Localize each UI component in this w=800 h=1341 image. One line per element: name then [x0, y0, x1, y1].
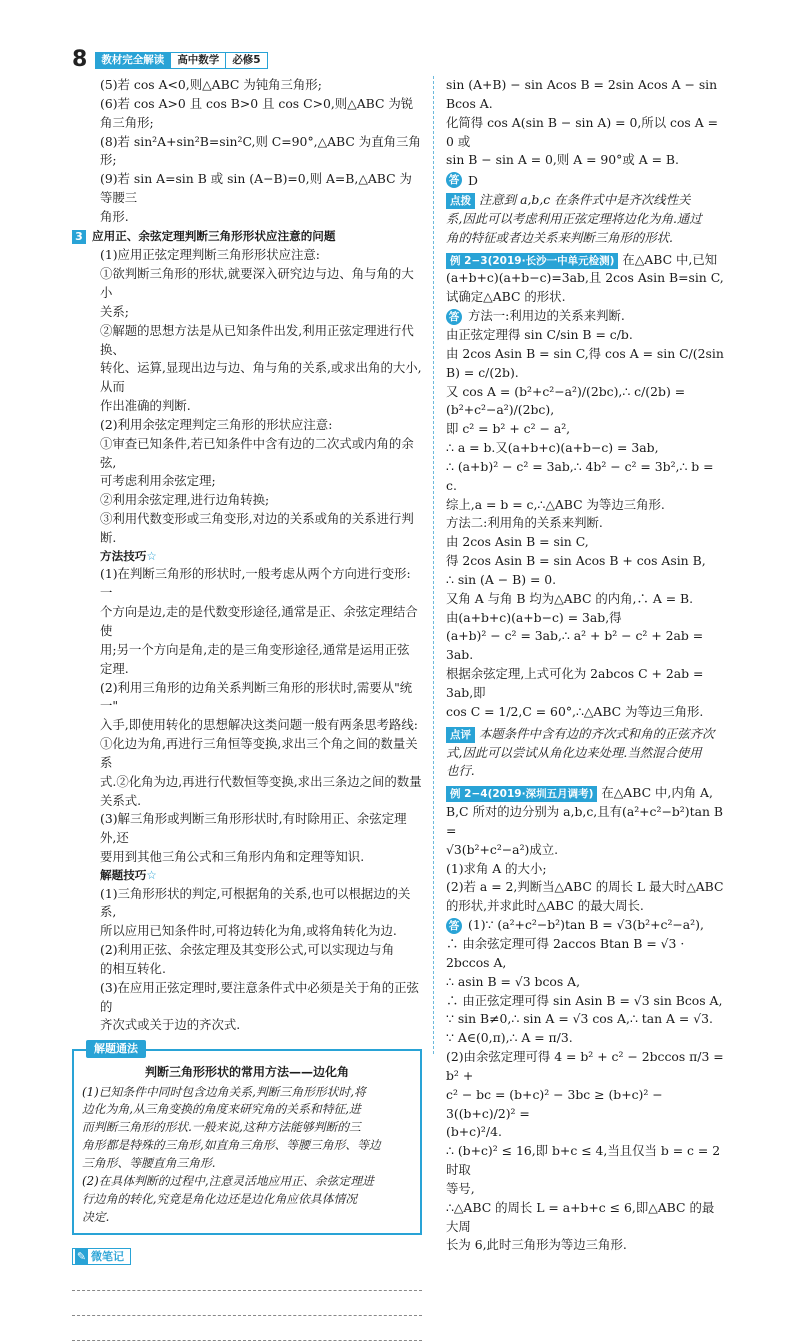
answer-value: D: [468, 173, 478, 189]
text-line: ∴ (b+c)² ≤ 16,即 b+c ≤ 4,当且仅当 b = c = 2 时取: [446, 1143, 721, 1178]
text-line: 化简得 cos A(sin B − sin A) = 0,所以 cos A = 0 或: [446, 114, 718, 149]
text-line: ∴ asin B = √3 bcos A,: [446, 973, 581, 989]
box-title: 判断三角形形状的常用方法——边化角: [144, 1065, 349, 1080]
text-line: ∴ 由余弦定理可得 2accos Btan B = √3 · 2bccos A,: [446, 935, 685, 970]
page-number: 8: [72, 47, 88, 72]
method-tips-body: [72, 565, 422, 867]
text-line: (a+b+c)(a+b−c)=3ab,且 2cos Asin B=sin C,: [446, 270, 724, 286]
text-line: 个方向是边,走的是代数变形途径,通常是正、余弦定理结合使: [100, 604, 418, 638]
text-line: ③利用代数变形或三角变形,对边的关系或角的关系进行判断.: [100, 511, 414, 546]
text-line: (a+b)² − c² = 3ab,∴ a² + b² − c² + 2ab = 3ab.: [446, 628, 704, 663]
example-2-3: [446, 251, 726, 308]
text-line: ∴ (a+b)² − c² = 3ab,∴ 4b² − c² = 3b²,∴ b = c.: [446, 458, 714, 493]
text-line: (3)在应用正弦定理时,要注意条件式中必须是关于角的正弦的: [100, 979, 419, 1014]
text-line: 齐次式或关于边的齐次式.: [100, 1017, 241, 1033]
text-line: 要用到其他三角公式和三角形内角和定理等知识.: [100, 849, 365, 865]
subject-title: 高中数学: [170, 52, 226, 69]
text-line: (3)解三角形或判断三角形形状时,有时除用正、余弦定理外,还: [100, 811, 407, 846]
notes-area: [72, 1247, 422, 1341]
star-icon: ☆: [146, 867, 157, 882]
review-label: 点评: [446, 727, 475, 743]
text-line: (1)应用正弦定理判断三角形形状应注意:: [100, 247, 320, 263]
pen-icon: ✎: [76, 1249, 87, 1263]
left-column: [72, 76, 422, 1341]
example-2-4: [446, 784, 726, 916]
section-heading: [72, 228, 422, 246]
text-line: 即 c² = b² + c² − a²,: [446, 421, 571, 437]
note-line[interactable]: [72, 1291, 422, 1316]
text-line: 行边角的转化,究竟是角化边还是边化角应依具体情况: [82, 1192, 358, 1207]
solution-2-3: [446, 307, 726, 722]
text-line: 边化为角,从三角变换的角度来研究角的关系和特征,进: [82, 1102, 361, 1117]
text-line: 角形都是特殊的三角形,如直角三角形、等腰三角形、等边: [82, 1138, 381, 1153]
section-number: 3: [72, 230, 86, 244]
text-line: ∴△ABC 的周长 L = a+b+c ≤ 6,即△ABC 的最大周: [446, 1199, 715, 1234]
answer-mark-icon: 答: [446, 309, 462, 325]
text-line: 在△ABC 中,内角 A,: [601, 785, 713, 801]
star-icon: ☆: [146, 548, 157, 563]
answer-mark-icon: 答: [446, 172, 462, 188]
text-line: ∴ 由正弦定理可得 sin Asin B = √3 sin Bcos A,: [446, 992, 723, 1008]
note-line[interactable]: [72, 1266, 422, 1291]
text-line: ∴ a = b.又(a+b+c)(a+b−c) = 3ab,: [446, 440, 659, 456]
text-line: ②利用余弦定理,进行边角转换;: [100, 492, 270, 508]
text-line: 在△ABC 中,已知: [622, 251, 718, 267]
notes-label-text: 微笔记: [91, 1249, 124, 1263]
answer-line: [446, 172, 726, 191]
text-line: 关系式.: [100, 792, 142, 808]
text-line: 转化、运算,显现出边与边、角与角的关系,或求出角的大小,从而: [100, 360, 422, 395]
column-divider: [433, 76, 434, 1054]
series-title: 教材完全解读: [101, 53, 165, 66]
text-line: 所以应用已知条件时,可将边转化为角,或将角转化为边.: [100, 923, 397, 939]
text-line: (1)在判断三角形的形状时,一般考虑从两个方向进行变形:一: [100, 566, 411, 601]
text-line: 长为 6,此时三角形为等边三角形.: [446, 1237, 627, 1253]
solving-tips-body: [72, 885, 422, 1036]
text-line: 由正弦定理得 sin C/sin B = c/b.: [446, 326, 633, 342]
box-label: 解题通法: [86, 1040, 146, 1058]
right-column: [446, 76, 726, 1255]
text-line: (5)若 cos A<0,则△ABC 为钝角三角形;: [100, 77, 322, 92]
text-line: 注意到 a,b,c 在条件式中是齐次线性关: [479, 192, 691, 208]
text-line: c² − bc = (b+c)² − 3bc ≥ (b+c)² − 3((b+c)/2)² =: [446, 1086, 663, 1121]
text-line: (2)利用三角形的边角关系判断三角形的形状时,需要从"统一": [100, 679, 413, 714]
text-line: B,C 所对的边分别为 a,b,c,且有(a²+c²−b²)tan B =: [446, 804, 723, 838]
solving-tips-title: 解题技巧: [100, 867, 147, 882]
text-line: sin B − sin A = 0,则 A = 90°或 A = B.: [446, 152, 679, 168]
text-line: (8)若 sin²A+sin²B=sin²C,则 C=90°,△ABC 为直角三角形;: [100, 133, 421, 168]
text-line: 又角 A 与角 B 均为△ABC 的内角,∴ A = B.: [446, 590, 694, 606]
text-line: cos C = 1/2,C = 60°,∴△ABC 为等边三角形.: [446, 703, 704, 719]
text-line: 决定.: [82, 1210, 110, 1225]
page-header: [72, 48, 268, 72]
text-line: 由(a+b+c)(a+b−c) = 3ab,得: [446, 609, 622, 625]
text-line: 入手,即使用转化的思想解决这类问题一般有两条思考路线:: [100, 717, 418, 733]
text-line: 而判断三角形的形状.一般来说,这种方法能够判断的三: [82, 1120, 361, 1135]
text-line: 定理.: [100, 660, 129, 676]
text-line: (1)已知条件中同时包含边角关系,判断三角形形状时,将: [82, 1084, 366, 1099]
text-line: ①审查已知条件,若已知条件中含有边的二次式或内角的余弦,: [100, 435, 414, 470]
text-line: 关系;: [100, 303, 129, 319]
example-label: 例 2−3(2019·长沙一中单元检测): [446, 253, 618, 269]
text-line: (2)利用余弦定理判定三角形的形状应注意:: [100, 416, 333, 432]
text-line: ①欲判断三角形的形状,就要深入研究边与边、角与角的大小: [100, 266, 414, 301]
header-bar: [95, 52, 267, 69]
method-tips-title: 方法技巧: [100, 548, 147, 563]
text-line: (2)在具体判断的过程中,注意灵活地应用正、余弦定理进: [82, 1174, 374, 1189]
text-line: ∵ A∈(0,π),∴ A = π/3.: [446, 1030, 573, 1046]
text-line: 作出准确的判断.: [100, 398, 191, 414]
method-tips-heading: [72, 548, 422, 566]
text-line: 式.②化角为边,再进行代数恒等变换,求出三条边之间的数量: [100, 773, 422, 789]
text-line: 的相互转化.: [100, 960, 166, 976]
general-method-box: [72, 1042, 422, 1235]
notes-label: [72, 1248, 131, 1265]
text-line: 由 2cos Asin B = sin C,: [446, 534, 589, 550]
text-line: ①化边为角,再进行三角恒等变换,求出三个角之间的数量关系: [100, 736, 418, 770]
text-line: ②解题的思想方法是从已知条件出发,利用正弦定理进行代换、: [100, 322, 414, 357]
text-line: ∵ sin B≠0,∴ sin A = √3 cos A,∴ tan A = √3.: [446, 1011, 713, 1027]
text-line: 式,因此可以尝试从角化边来处理.当然混合使用: [446, 744, 702, 760]
text-line: (2)利用正弦、余弦定理及其变形公式,可以实现边与角: [100, 942, 395, 958]
text-line: √3(b²+c²−a²)成立.: [446, 841, 559, 857]
text-line: 用;另一个方向是角,走的是三角变形途径,通常是运用正弦: [100, 641, 410, 657]
solving-tips-heading: [72, 867, 422, 885]
text-line: (b+c)²/4.: [446, 1124, 502, 1140]
text-line: (6)若 cos A>0 且 cos B>0 且 cos C>0,则△ABC 为锐角三角形;: [100, 95, 414, 130]
volume-title: 必修5: [226, 52, 267, 69]
text-line: 可考虑利用余弦定理;: [100, 473, 216, 489]
solution-2-4: [446, 916, 726, 1255]
text-line: 角的特征或者边关系来判断三角形的形状.: [446, 229, 673, 245]
answer-mark-icon: 答: [446, 918, 462, 934]
tip-label: 点拨: [446, 193, 475, 209]
text-line: 三角形、等腰直角三角形.: [82, 1156, 216, 1171]
note-line[interactable]: [72, 1316, 422, 1341]
text-line: (2)由余弦定理可得 4 = b² + c² − 2bccos π/3 = b² +: [446, 1049, 724, 1083]
text-line: 等号,: [446, 1180, 475, 1196]
section-title: 应用正、余弦定理判断三角形形状应注意的问题: [92, 228, 336, 243]
tip-block: [446, 191, 726, 248]
text-line: 方法二:利用角的关系来判断.: [446, 515, 603, 531]
review-block: [446, 725, 726, 782]
text-line: 综上,a = b = c,∴△ABC 为等边三角形.: [446, 496, 665, 512]
text-line: (1)三角形形状的判定,可根据角的关系,也可以根据边的关系,: [100, 885, 411, 920]
text-line: 试确定△ABC 的形状.: [446, 289, 566, 305]
text-line: 的形状,并求此时△ABC 的最大周长.: [446, 898, 644, 914]
text-line: sin (A+B) − sin Acos B = 2sin Acos A − sin Bcos A.: [446, 77, 718, 111]
text-line: 得 2cos Asin B = sin Acos B + cos Asin B,: [446, 553, 706, 569]
text-line: (9)若 sin A=sin B 或 sin (A−B)=0,则 A=B,△ABC 为等腰三: [100, 171, 412, 206]
text-line: 系,因此可以考虑利用正弦定理将边化为角.通过: [446, 210, 702, 226]
text-line: 也行.: [446, 763, 475, 779]
text-line: (1)∵ (a²+c²−b²)tan B = √3(b²+c²−a²),: [468, 917, 704, 933]
section-body: [72, 246, 422, 548]
text-line: (1)求角 A 的大小;: [446, 860, 547, 876]
text-line: 角形.: [100, 208, 129, 224]
text-line: ∴ sin (A − B) = 0.: [446, 571, 557, 587]
text-line: 根据余弦定理,上式可化为 2abcos C + 2ab = 3ab,即: [446, 666, 704, 700]
text-line: 方法一:利用边的关系来判断.: [468, 308, 625, 324]
example-label: 例 2−4(2019·深圳五月调考): [446, 786, 597, 802]
text-line: 由 2cos Asin B = sin C,得 cos A = sin C/(2sin B) = c/(2b).: [446, 345, 724, 380]
text-line: 又 cos A = (b²+c²−a²)/(2bc),∴ c/(2b) = (b²+c²−a²)/(2bc),: [446, 383, 686, 418]
text-line: 本题条件中含有边的齐次式和角的正弦齐次: [479, 725, 715, 741]
text-line: (2)若 a = 2,判断当△ABC 的周长 L 最大时△ABC: [446, 879, 724, 895]
